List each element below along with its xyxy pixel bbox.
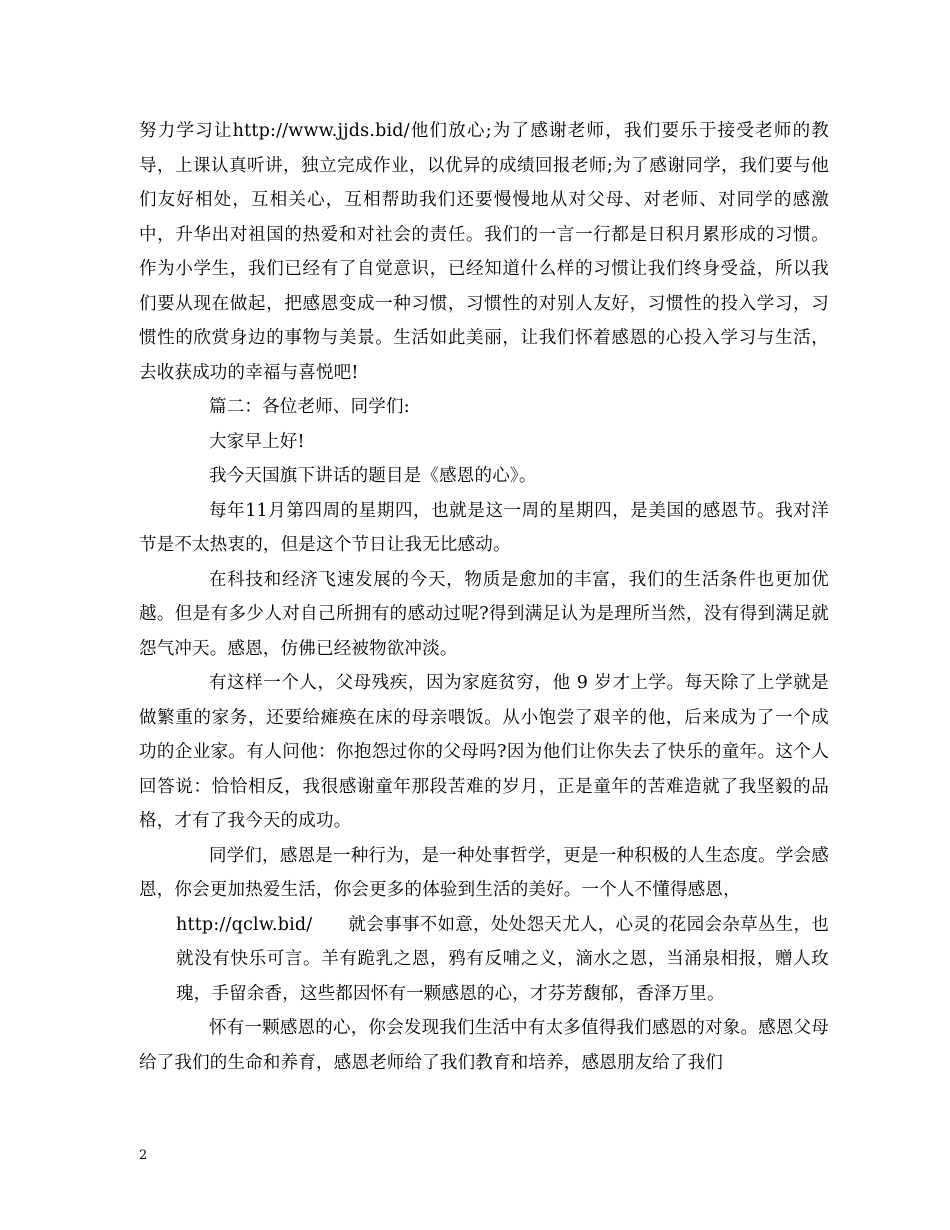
document-body — [139, 114, 829, 1080]
paragraph-8: 同学们，感恩是一种行为，是一种处事哲学，更是一种积极的人生态度。学会感恩，你会更加热爱生活，你会更多的体验到生活的美好。一个人不懂得感恩， — [139, 845, 829, 900]
paragraph-1: 努力学习让http://www.jjds.bid/他们放心;为了感谢老师，我们要乐于接受老师的教导，上课认真听讲，独立完成作业，以优异的成绩回报老师;为了感谢同学，我们要与他们友好相处，互相关心，互相帮助我们还要慢慢地从对父母、对老师、对同学的感激中，升华出对祖国的热爱和对社会的责任。我们的一言一行都是日积月累形成的习惯。作为小学生，我们已经有了自觉意识，已经知道什么样的习惯让我们终身受益，所以我们要从现在做起，把感恩变成一种习惯，习惯性的对别人友好，习惯性的投入学习，习惯性的欣赏身边的事物与美景。生活如此美丽，让我们怀着感恩的心投入学习与生活，去收获成功的幸福与喜悦吧! — [139, 121, 829, 383]
paragraph-2-section-heading: 篇二：各位老师、同学们: — [209, 397, 410, 417]
paragraph-3-greeting: 大家早上好! — [209, 431, 305, 452]
paragraph-6: 在科技和经济飞速发展的今天，物质是愈加的丰富，我们的生活条件也更加优越。但是有多少人对自己所拥有的感动过呢?得到满足认为是理所当然，没有得到满足就怨气冲天。感恩，仿佛已经被物欲冲淡。 — [139, 569, 829, 659]
inline-url-text: http://qclw.bid/ — [176, 914, 313, 935]
paragraph-4-speech-title: 我今天国旗下讲话的题目是《感恩的心》。 — [209, 466, 537, 486]
paragraph-9-text: 就会事事不如意，处处怨天尤人，心灵的花园会杂草丛生，也就没有快乐可言。羊有跪乳之恩，鸦有反哺之义，滴水之恩，当涌泉相报，赠人玫瑰，手留余香，这些都因怀有一颗感恩的心，才芬芳馥郁，香泽万里。 — [176, 914, 829, 1004]
paragraph-9 — [139, 908, 829, 1012]
paragraph-10: 怀有一颗感恩的心，你会发现我们生活中有太多值得我们感恩的对象。感恩父母给了我们的生命和养育，感恩老师给了我们教育和培养，感恩朋友给了我们 — [139, 1018, 829, 1073]
paragraph-7: 有这样一个人，父母残疾，因为家庭贫穷，他 9 岁才上学。每天除了上学就是做繁重的家务，还要给瘫痪在床的母亲喂饭。从小饱尝了艰辛的他，后来成为了一个成功的企业家。有人问他：你抱怨过你的父母吗?因为他们让你失去了快乐的童年。这个人回答说：恰恰相反，我很感谢童年那段苦难的岁月，正是童年的苦难造就了我坚毅的品格，才有了我今天的成功。 — [139, 673, 829, 831]
paragraph-5: 每年11月第四周的星期四，也就是这一周的星期四，是美国的感恩节。我对洋节是不太热衷的，但是这个节日让我无比感动。 — [139, 500, 829, 555]
page-number: 2 — [139, 1148, 148, 1163]
